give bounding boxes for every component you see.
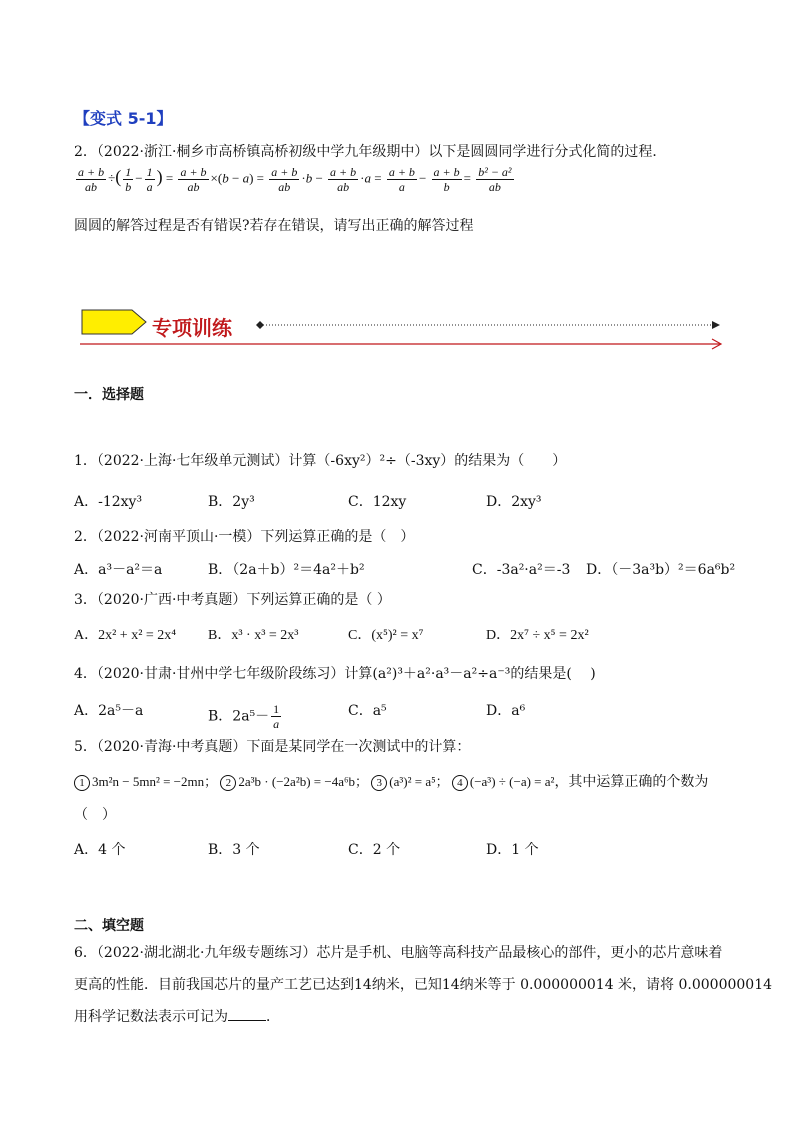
q1-option-b: B．2y³ [208,494,255,510]
q2b-option-d: D．（－3a³b）²＝6a⁶b² [586,562,736,578]
q2b-option-b: B．（2a＋b）²＝4a²＋b² [208,562,365,578]
heading-choice: 一．选择题 [74,387,144,403]
q5-stem: 5．（2020·青海·中考真题）下面是某同学在一次测试中的计算： [74,739,471,755]
q4-option-d: D．a⁶ [486,703,526,719]
q1-option-d: D．2xy³ [486,494,542,510]
q5-option-a: A．4 个 [74,842,126,858]
arrowhead-icon [712,321,720,329]
one-over-a-fraction: $\frac{1}{a}$ [273,702,280,731]
q2b-stem: 2．（2022·河南平顶山·一模）下列运算正确的是（ ） [74,529,415,545]
q2-stem: 2．（2022·浙江·桐乡市高桥镇高桥初级中学九年级期中）以下是圆圆同学进行分式化简的过程． [74,144,667,160]
q5-option-d: D．1 个 [486,842,539,858]
diamond-icon [256,321,264,329]
q6-line-2: 更高的性能．目前我国芯片的量产工艺已达到14纳米，已知14纳米等于 0.000000014 米，请将 0.000000014 [74,977,773,993]
q6-line-1: 6．（2022·湖北湖北·九年级专题练习）芯片是手机、电脑等高科技产品最核心的部件，更小的芯片意味着 [74,945,723,961]
q6-line-3-text: 用科学记数法表示可记为 [74,1009,228,1025]
q3-option-b: B．x³ · x³ = 2x³ [208,628,299,643]
q5-option-c: C．2 个 [348,842,401,858]
q3-option-c: C．(x⁵)² = x⁷ [348,628,424,643]
q2b-option-c: C．-3a²·a²＝-3 [472,562,571,578]
q2-question: 圆圆的解答过程是否有错误?若存在错误，请写出正确的解答过程 [74,218,474,234]
q3-option-d: D．2x⁷ ÷ x⁵ = 2x² [486,628,589,643]
q2b-option-a: A．a³－a²＝a [74,562,163,578]
q5-item-1: 3m²n − 5mn² = −2mn； [92,774,218,789]
q5-items [74,773,708,791]
q4-stem: 4．（2020·甘肃·甘州中学七年级阶段练习）计算(a²)³＋a²·a³－a²÷a⁻³的结果是( ) [74,666,596,682]
circled-1-icon: 1 [74,775,90,791]
q5-paren: （ ） [74,807,116,823]
section-title: 专项训练 [152,316,232,340]
q6-end: ． [266,1009,280,1025]
heading-fill: 二、填空题 [74,918,144,934]
q4-option-b-label: B．2a⁵－ [208,708,270,725]
q5-option-b: B．3 个 [208,842,260,858]
banner-arrow-icon [82,310,146,334]
circled-4-icon: 4 [452,775,468,791]
q1-stem: 1．（2022·上海·七年级单元测试）计算（-6xy²）²÷（-3xy）的结果为（ ） [74,453,567,469]
q5-item-4: (−a³) ÷ (−a) = a² [469,774,555,789]
q3-option-a: A．2x² + x² = 2x⁴ [74,628,177,643]
q1-option-c: C．12xy [348,494,407,510]
variant-label: 【变式 5-1】 [74,109,173,128]
q3-stem: 3．（2020·广西·中考真题）下列运算正确的是（ ） [74,592,391,608]
q5-item-2: 2a³b · (−2a²b) = −4a⁶b； [238,774,369,789]
circled-3-icon: 3 [371,775,387,791]
q5-tail: ，其中运算正确的个数为 [554,774,709,790]
q4-option-a: A．2a⁵－a [74,703,144,719]
circled-2-icon: 2 [220,775,236,791]
q4-option-b [208,702,283,731]
q6-line-3 [74,1008,280,1026]
fraction-expression: $\frac{a + b}{ab}$ ÷( $\frac{1}{b}$ − $\frac{1}{a}$ ) = $\frac{a + b}{ab}$ ×(b − a) = $\frac{a + b}{ab}$ ·b − $\frac{a + b}{ab}$ ·a = $\frac{a + b}{a}$ − $\frac{a + b}{b}$ = $\frac{\text{b² − a²}}{ab}$ [78,165,512,194]
answer-blank[interactable] [228,1008,266,1021]
q4-option-c: C．a⁵ [348,703,387,719]
q1-option-a: A．-12xy³ [74,494,143,510]
q5-item-3: (a³)² = a⁵； [389,774,449,789]
